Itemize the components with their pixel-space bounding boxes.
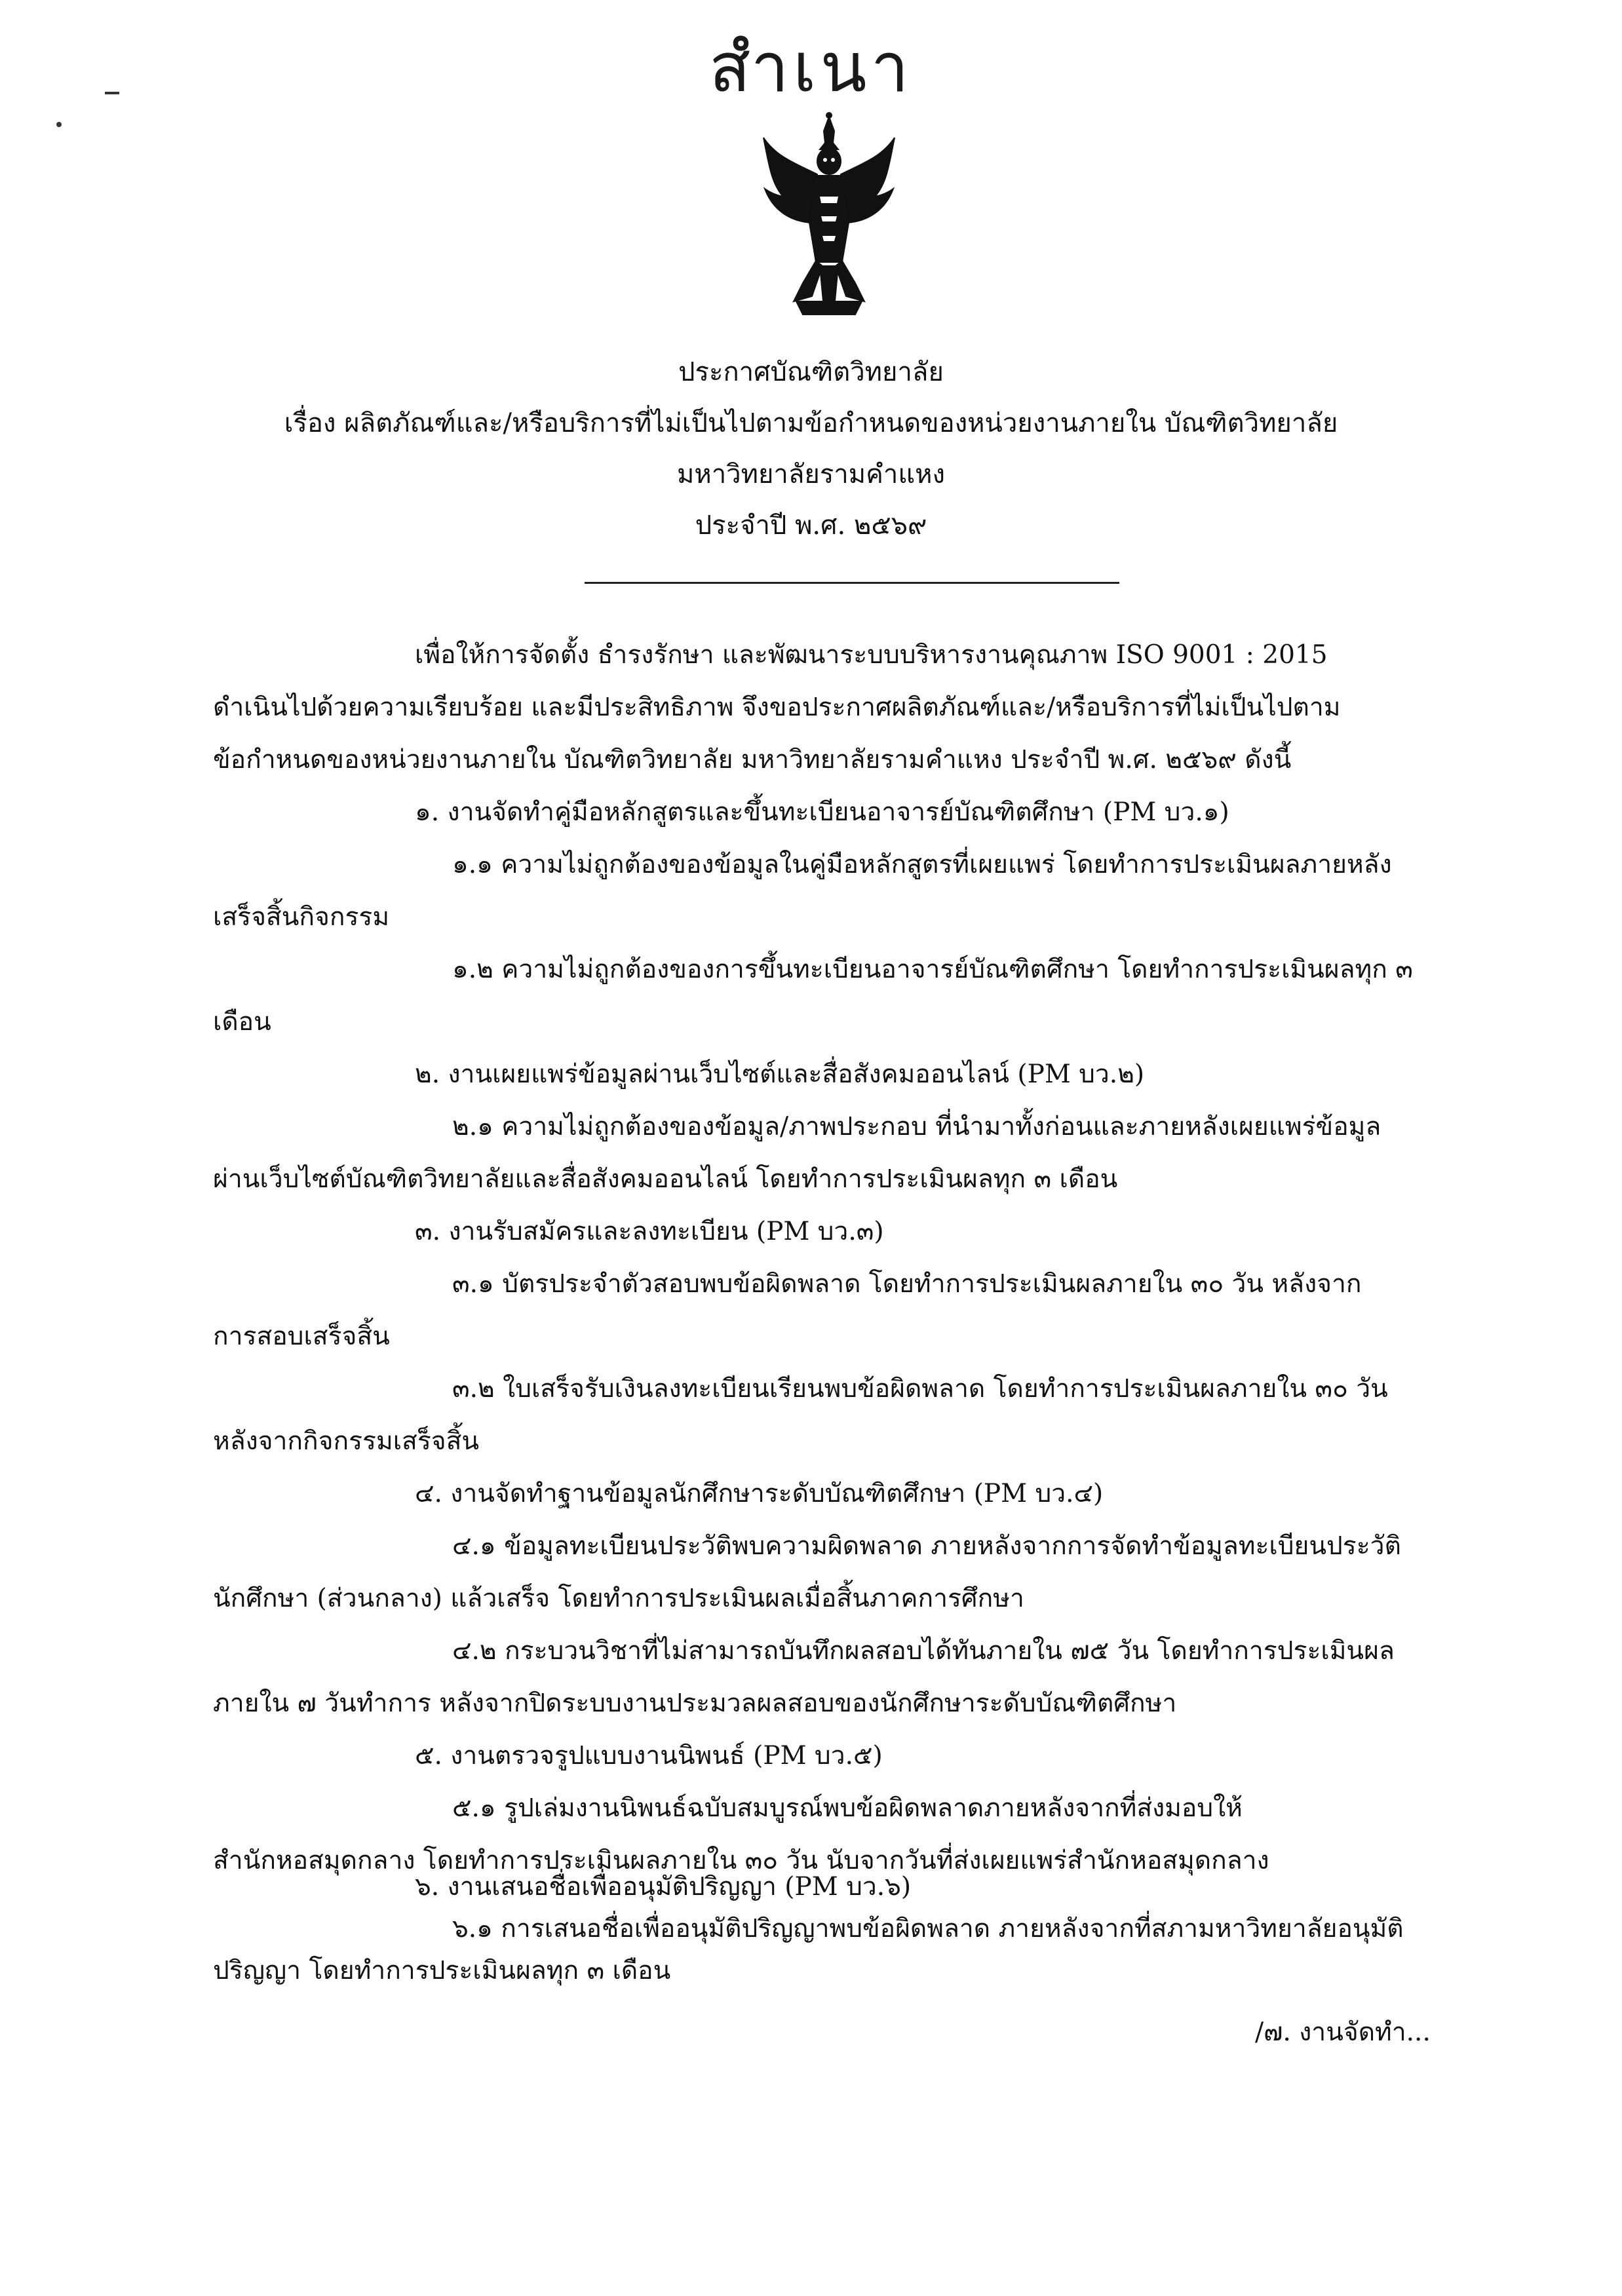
section-item-continuation: เดือน bbox=[213, 1007, 271, 1037]
section-item-continuation: ผ่านเว็บไซต์บัณฑิตวิทยาลัยและสื่อสังคมออนไลน์ โดยทำการประเมินผลทุก ๓ เดือน bbox=[213, 1164, 1118, 1194]
announcement-university: มหาวิทยาลัยรามคำแหง bbox=[676, 459, 946, 489]
section-item: ๖.๑ การเสนอชื่อเพื่ออนุมัติปริญญาพบข้อผิดพลาด ภายหลังจากที่สภามหาวิทยาลัยอนุมัติ bbox=[452, 1914, 1404, 1943]
announcement-subject: เรื่อง ผลิตภัณฑ์และ/หรือบริการที่ไม่เป็นไปตามข้อกำหนดของหน่วยงานภายใน บัณฑิตวิทยาลัย bbox=[284, 408, 1338, 438]
section-item: ๓.๑ บัตรประจำตัวสอบพบข้อผิดพลาด โดยทำการประเมินผลภายใน ๓๐ วัน หลังจาก bbox=[452, 1269, 1362, 1299]
section-title: ๓. งานรับสมัครและลงทะเบียน (PM บว.๓) bbox=[415, 1217, 884, 1246]
intro-line: ดำเนินไปด้วยความเรียบร้อย และมีประสิทธิภาพ จึงขอประกาศผลิตภัณฑ์และ/หรือบริการที่ไม่เป็นไปตาม bbox=[213, 693, 1341, 722]
announcement-year: ประจำปี พ.ศ. ๒๕๖๙ bbox=[695, 510, 927, 541]
section-item: ๒.๑ ความไม่ถูกต้องของข้อมูล/ภาพประกอบ ที่นำมาทั้งก่อนและภายหลังเผยแพร่ข้อมูล bbox=[452, 1112, 1381, 1141]
section-item: ๔.๒ กระบวนวิชาที่ไม่สามารถบันทึกผลสอบได้ทันภายใน ๗๕ วัน โดยทำการประเมินผล bbox=[452, 1636, 1395, 1666]
section-item-continuation: ภายใน ๗ วันทำการ หลังจากปิดระบบงานประมวลผลสอบของนักศึกษาระดับบัณฑิตศึกษา bbox=[213, 1689, 1177, 1718]
section-item-continuation: เสร็จสิ้นกิจกรรม bbox=[213, 902, 390, 932]
section-title: ๖. งานเสนอชื่อเพื่ออนุมัติปริญญา (PM บว.๖) bbox=[415, 1872, 912, 1902]
intro-line: เพื่อให้การจัดตั้ง ธำรงรักษา และพัฒนาระบบบริหารงานคุณภาพ ISO 9001 : 2015 bbox=[415, 640, 1328, 670]
intro-line: ข้อกำหนดของหน่วยงานภายใน บัณฑิตวิทยาลัย มหาวิทยาลัยรามคำแหง ประจำปี พ.ศ. ๒๕๖๙ ดังนี้ bbox=[213, 745, 1292, 775]
scan-speck bbox=[56, 122, 62, 127]
section-item: ๑.๒ ความไม่ถูกต้องของการขึ้นทะเบียนอาจารย์บัณฑิตศึกษา โดยทำการประเมินผลทุก ๓ bbox=[452, 955, 1413, 984]
copy-stamp: สำเนา bbox=[709, 28, 913, 107]
section-title: ๕. งานตรวจรูปแบบงานนิพนธ์ (PM บว.๕) bbox=[415, 1741, 883, 1770]
heading-divider bbox=[585, 582, 1119, 584]
continuation-marker: /๗. งานจัดทำ... bbox=[1255, 2018, 1431, 2047]
section-item-continuation: นักศึกษา (ส่วนกลาง) แล้วเสร็จ โดยทำการประเมินผลเมื่อสิ้นภาคการศึกษา bbox=[213, 1584, 1024, 1613]
garuda-emblem-icon bbox=[757, 111, 901, 321]
announcement-heading: ประกาศบัณฑิตวิทยาลัย bbox=[678, 357, 944, 387]
section-item: ๓.๒ ใบเสร็จรับเงินลงทะเบียนเรียนพบข้อผิดพลาด โดยทำการประเมินผลภายใน ๓๐ วัน bbox=[452, 1374, 1388, 1404]
section-item-continuation: หลังจากกิจกรรมเสร็จสิ้น bbox=[213, 1426, 480, 1456]
section-item-continuation: ปริญญา โดยทำการประเมินผลทุก ๓ เดือน bbox=[213, 1956, 671, 1985]
section-item-continuation: สำนักหอสมุดกลาง โดยทำการประเมินผลภายใน ๓๐ วัน นับจากวันที่ส่งเผยแพร่สำนักหอสมุดกลาง bbox=[213, 1846, 1269, 1875]
section-title: ๔. งานจัดทำฐานข้อมูลนักศึกษาระดับบัณฑิตศึกษา (PM บว.๔) bbox=[415, 1479, 1104, 1508]
section-item: ๑.๑ ความไม่ถูกต้องของข้อมูลในคู่มือหลักสูตรที่เผยแพร่ โดยทำการประเมินผลภายหลัง bbox=[452, 850, 1392, 879]
section-title: ๒. งานเผยแพร่ข้อมูลผ่านเว็บไซต์และสื่อสังคมออนไลน์ (PM บว.๒) bbox=[415, 1060, 1145, 1089]
section-title: ๑. งานจัดทำคู่มือหลักสูตรและขึ้นทะเบียนอาจารย์บัณฑิตศึกษา (PM บว.๑) bbox=[415, 797, 1229, 827]
section-item-continuation: การสอบเสร็จสิ้น bbox=[213, 1322, 390, 1351]
section-item: ๕.๑ รูปเล่มงานนิพนธ์ฉบับสมบูรณ์พบข้อผิดพลาดภายหลังจากที่ส่งมอบให้ bbox=[452, 1793, 1243, 1823]
section-item: ๔.๑ ข้อมูลทะเบียนประวัติพบความผิดพลาด ภายหลังจากการจัดทำข้อมูลทะเบียนประวัติ bbox=[452, 1531, 1401, 1561]
